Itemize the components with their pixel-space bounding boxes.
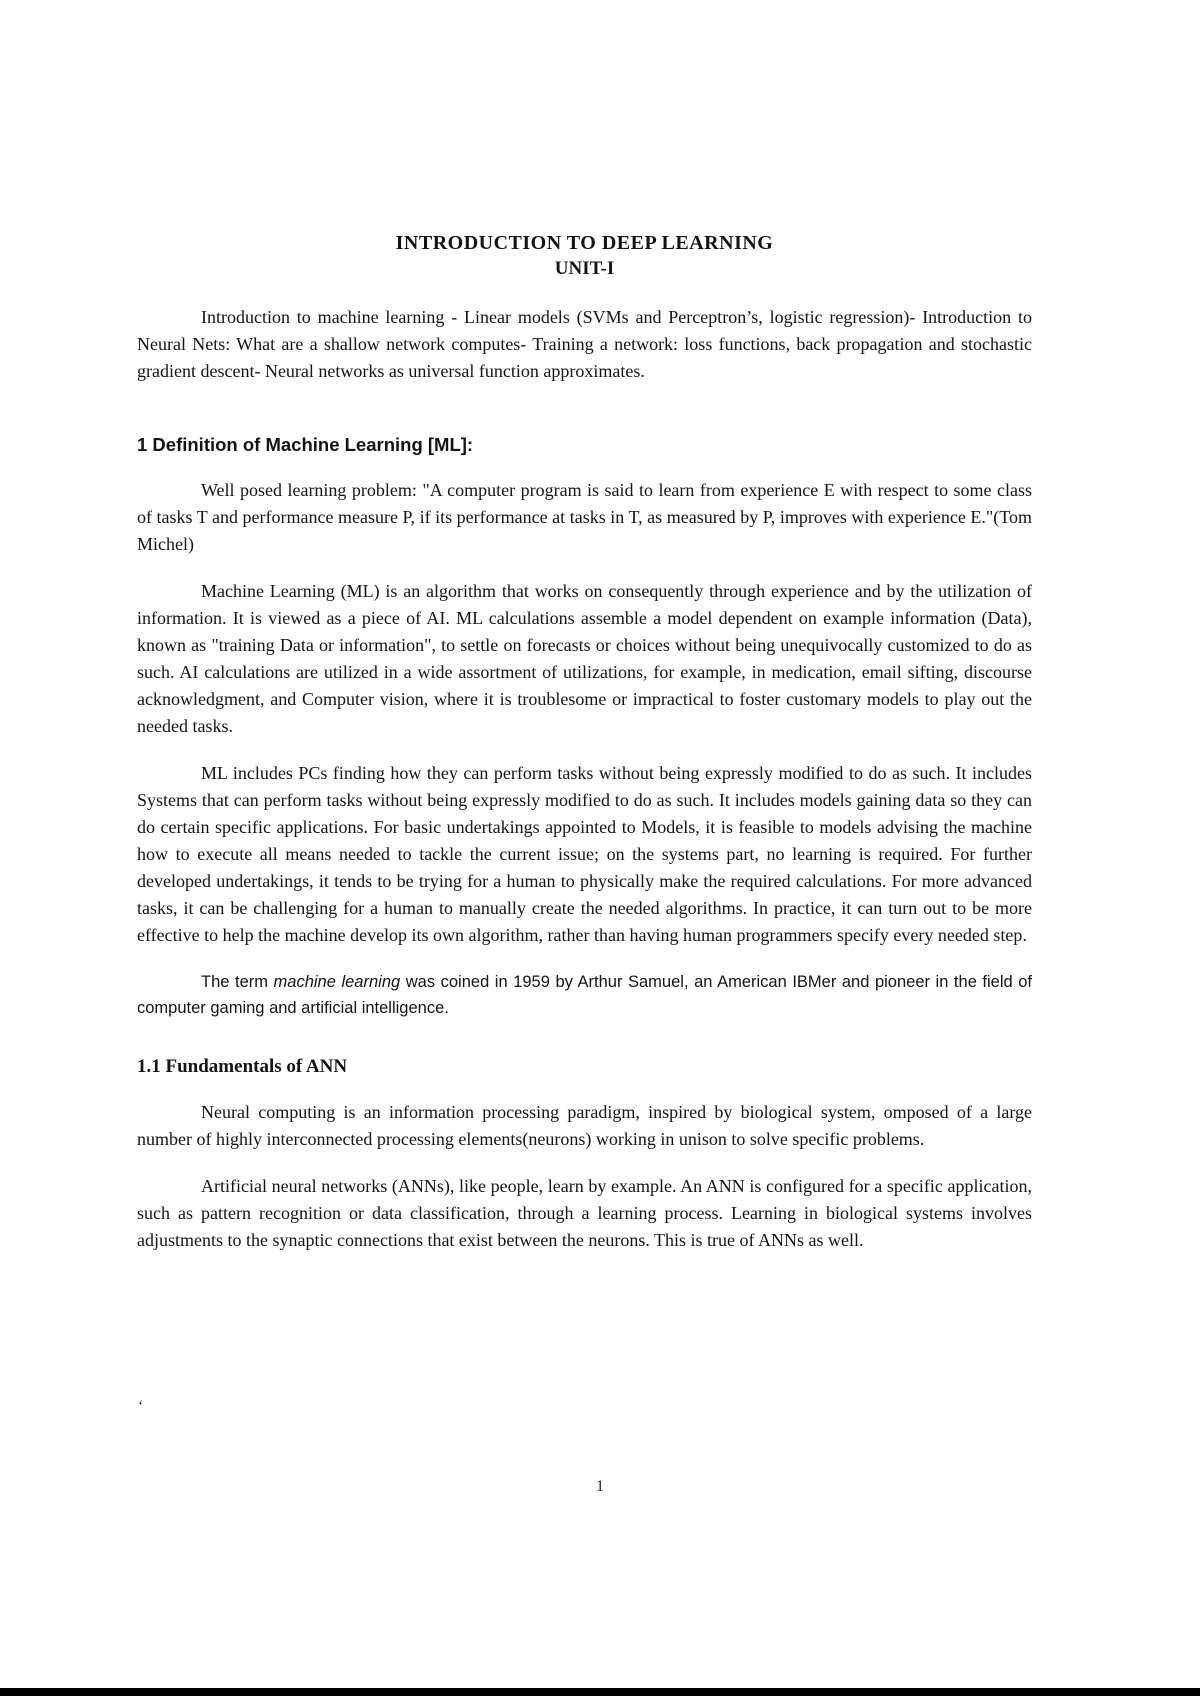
paragraph-ml-includes: ML includes PCs finding how they can perform tasks without being expressly modified to do as such. It includes Systems that can perform tasks without being expressly modified to do as such. It includes models gaining data so they can do certain specific applications. For basic undertakings appointed to Models, it is feasible to models advising the machine how to execute all means needed to tackle the current issue; on the systems part, no learning is required. For further developed undertakings, it tends to be trying for a human to physically make the required calculations. For more advanced tasks, it can be challenging for a human to manually create the needed algorithms. In practice, it can turn out to be more effective to help the machine develop its own algorithm, rather than having human programmers specify every needed step. xyxy=(137,763,1032,945)
course-description-paragraph: Introduction to machine learning - Linear models (SVMs and Perceptron’s, logistic regression)- Introduction to Neural Nets: What are a shallow network computes- Training a network: loss functions, back propagation and stochastic gradient descent- Neural networks as universal function approximates. xyxy=(137,307,1032,381)
paragraph-ann-example: Artificial neural networks (ANNs), like people, learn by example. An ANN is configured for a specific application, such as pattern recognition or data classification, through a learning process. Learning in biological systems involves adjustments to the synaptic connections that exist between the neurons. This is true of ANNs as well. xyxy=(137,1176,1032,1250)
document-subtitle: UNIT-I xyxy=(554,258,615,279)
section-1-heading: 1 Definition of Machine Learning [ML]: xyxy=(137,434,474,455)
paragraph-neural-computing: Neural computing is an information processing paradigm, inspired by biological system, omposed of a large number of highly interconnected processing elements(neurons) working in unison to solve specific problems. xyxy=(137,1102,1032,1149)
paragraph-term-coined xyxy=(137,969,1032,1021)
document-title: INTRODUCTION TO DEEP LEARNING xyxy=(395,232,774,254)
footer-black-bar xyxy=(0,1688,1200,1696)
page-number: 1 xyxy=(596,1478,604,1495)
term-coined-italic: machine learning xyxy=(273,973,401,991)
term-coined-before: The term xyxy=(201,973,274,991)
paragraph-ml-definition: Machine Learning (ML) is an algorithm that works on consequently through experience and by the utilization of information. It is viewed as a piece of AI. ML calculations assemble a model dependent on example information (Data), known as "training Data or information", to settle on forecasts or choices without being unequivocally customized to do as such. AI calculations are utilized in a wide assortment of utilizations, for example, in medication, email sifting, discourse acknowledgment, and Computer vision, where it is troublesome or impractical to foster customary models to play out the needed tasks. xyxy=(137,581,1032,736)
section-1-1-heading: 1.1 Fundamentals of ANN xyxy=(137,1056,348,1077)
term-coined-after: was coined in 1959 by Arthur Samuel, an American IBMer and pioneer in the field of computer gaming and artificial intelligence. xyxy=(137,973,1033,1017)
paragraph-well-posed: Well posed learning problem: "A computer program is said to learn from experience E with respect to some class of tasks T and performance measure P, if its performance at tasks in T, as measured by P, improves with experience E."(Tom Michel) xyxy=(137,480,1032,554)
document-content xyxy=(137,230,1032,1254)
stray-quote-mark: ‘ xyxy=(138,1398,144,1415)
